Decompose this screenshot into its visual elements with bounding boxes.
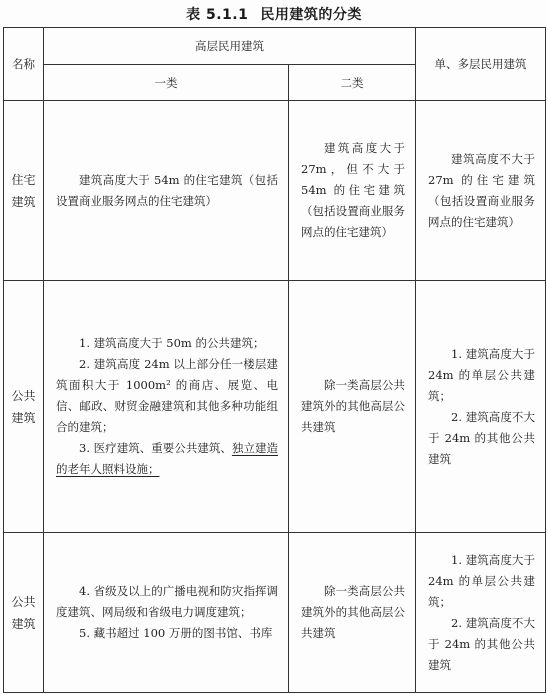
table-title-text: 民用建筑的分类 — [260, 7, 362, 23]
class-two-text: 建筑高度大于 27m，但不大于 54m 的住宅建筑（包括设置商业服务网点的住宅建筑） — [301, 141, 405, 239]
row-name-line: 建筑 — [11, 410, 36, 425]
table-row — [4, 533, 546, 693]
class-two-text: 除一类高层公共建筑外的其他高层公共建筑 — [301, 584, 405, 640]
header-high-rise: 高层民用建筑 — [44, 28, 416, 65]
row-name-cell — [4, 281, 44, 533]
header-class-two: 二类 — [289, 65, 416, 101]
class-two-text: 除一类高层公共建筑外的其他高层公共建筑 — [301, 378, 405, 434]
low-rise-item: 1. 建筑高度大于 24m 的单层公共建筑； — [428, 552, 535, 609]
table-row — [4, 101, 546, 281]
low-rise-text: 建筑高度不大于 27m 的住宅建筑（包括设置商业服务网点的住宅建筑） — [428, 151, 535, 229]
class-two-cell — [289, 281, 416, 533]
header-class-one: 一类 — [44, 65, 289, 101]
row-name-line: 公共 — [11, 594, 36, 609]
row-name-line: 建筑 — [11, 616, 36, 631]
row-name-line: 住宅 — [11, 172, 36, 187]
low-rise-cell — [416, 533, 546, 693]
class-one-item — [56, 438, 278, 480]
row-name-line: 建筑 — [11, 194, 36, 209]
class-two-cell — [289, 533, 416, 693]
header-low-rise: 单、多层民用建筑 — [416, 28, 546, 101]
header-name: 名称 — [4, 28, 44, 101]
class-one-item: 5. 藏书超过 100 万册的图书馆、书库 — [79, 626, 273, 640]
table-row — [4, 281, 546, 533]
row-name-line: 公共 — [11, 388, 36, 403]
table-number: 表 5.1.1 — [186, 7, 249, 23]
table-title — [0, 4, 548, 24]
classification-table — [3, 27, 546, 693]
low-rise-item: 2. 建筑高度不大于 24m 的其他公共建筑 — [428, 409, 535, 466]
underlined-text: 独立建造的老年人照料设施； — [56, 441, 278, 476]
class-one-item: 1. 建筑高度大于 50m 的公共建筑； — [79, 336, 265, 350]
class-one-item: 4. 省级及以上的广播电视和防灾指挥调度建筑、网局级和省级电力调度建筑； — [56, 584, 278, 619]
class-one-cell — [44, 101, 289, 281]
class-two-cell — [289, 101, 416, 281]
header-row-1 — [4, 28, 546, 65]
class-one-cell — [44, 281, 289, 533]
low-rise-item: 2. 建筑高度不大于 24m 的其他公共建筑 — [428, 615, 535, 672]
class-one-cell — [44, 533, 289, 693]
class-one-text: 建筑高度大于 54m 的住宅建筑（包括设置商业服务网点的住宅建筑） — [56, 172, 278, 208]
class-one-item-text: 3. 医疗建筑、重要公共建筑、 — [79, 441, 232, 455]
low-rise-cell — [416, 101, 546, 281]
row-name-cell — [4, 533, 44, 693]
low-rise-item: 1. 建筑高度大于 24m 的单层公共建筑； — [428, 346, 535, 403]
low-rise-cell — [416, 281, 546, 533]
class-one-item: 2. 建筑高度 24m 以上部分任一楼层建筑面积大于 1000m² 的商店、展览、电信、邮政、财贸金融建筑和其他多种功能组合的建筑； — [56, 357, 278, 434]
row-name-cell — [4, 101, 44, 281]
